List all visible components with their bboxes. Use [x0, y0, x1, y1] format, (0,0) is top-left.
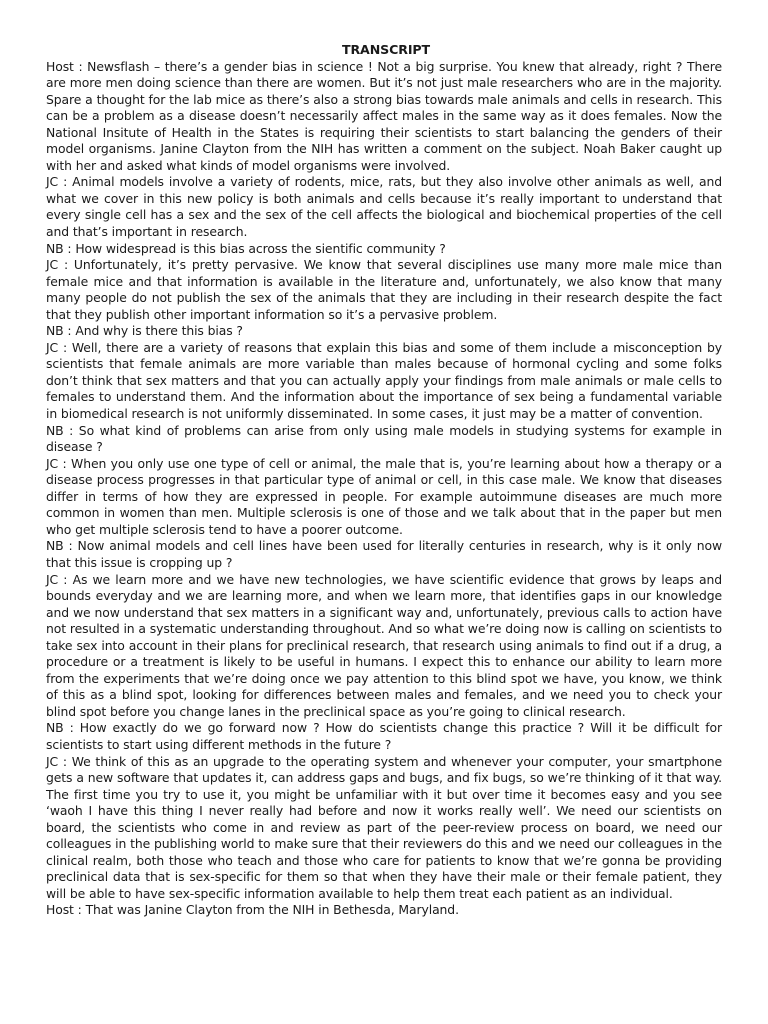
paragraph-host-intro: Host : Newsflash – there’s a gender bias in science ! Not a big surprise. You knew that already, right ? There are more men doing science than there are women. But it’s not just male researchers who are in the majority. Spare a thought for the lab mice as there’s also a strong bias towards male animals and cells in research. This can be a problem as a disease doesn’t necessarily affect males in the same way as it does females. Now the National Insitute of Health in the States is requiring their scientists to start balancing the genders of their model organisms. Janine Clayton from the NIH has written a comment on the subject. Noah Baker caught up with her and asked what kinds of model organisms were involved.	[46, 58, 722, 173]
paragraph-nb-question-forward: NB : How exactly do we go forward now ? How do scientists change this practice ? Will it be difficult for scientists to start using different methods in the future ?	[46, 720, 722, 752]
paragraph-jc-upgrade: JC : We think of this as an upgrade to the operating system and whenever your computer, your smartphone gets a new software that updates it, can address gaps and bugs, and fix bugs, so we’re thinking of it that way. The first time you try to use it, you might be unfamiliar with it but over time it becomes easy and you see ‘waoh I have this thing I never really had before and now it works really well’. We need our scientists on board, the scientists who come in and review as part of the peer-review process on board, we need our colleagues in the publishing world to make sure that their reviewers do this and we need our colleagues in the clinical realm, both those who teach and those who care for patients to know that we’re gonna be providing preclinical data that is sex-specific for them so that when they have their male or their female patient, they will be able to have sex-specific information available to help them treat each patient as an individual.	[46, 753, 722, 901]
transcript-page	[46, 42, 722, 919]
paragraph-host-outro: Host : That was Janine Clayton from the NIH in Bethesda, Maryland.	[46, 902, 459, 918]
paragraph-nb-question-problems: NB : So what kind of problems can arise from only using male models in studying systems for example in disease ?	[46, 422, 722, 455]
paragraph-jc-pervasive: JC : Unfortunately, it’s pretty pervasive. We know that several disciplines use many more male mice than female mice and that information is available in the literature and, unfortunately, we also know that many many people do not publish the sex of the animals that they are including in their research despite the fact that they publish other important information so it’s a pervasive problem.	[46, 257, 722, 322]
paragraph-jc-new-technologies: JC : As we learn more and we have new technologies, we have scientific evidence that grows by leaps and bounds everyday and we are learning more, and when we learn more, that identifies gaps in our knowledge and we now understand that sex matters in a significant way and, unfortunately, previous calls to action have not resulted in a systematic understanding throughout. And so what we’re doing now is calling on scientists to take sex into account in their plans for preclinical research, that research using animals to find out if a drug, a procedure or a treatment is likely to be useful in humans. I expect this to enhance our ability to learn more from the experiments that we’re doing once we pay attention to this blind spot we have, you know, we think of this as a blind spot, looking for differences between males and females, and we need you to check your blind spot before you change lanes in the preclinical space as you’re going to clinical research.	[46, 571, 722, 719]
paragraph-jc-one-type: JC : When you only use one type of cell or animal, the male that is, you’re learning about how a therapy or a disease process progresses in that particular type of animal or cell, in this case male. We know that diseases differ in terms of how they are expressed in people. For example autoimmune diseases are much more common in women than men. Multiple sclerosis is one of those and we talk about that in the paper but men who get multiple sclerosis tend to have a poorer outcome.	[46, 455, 722, 537]
paragraph-nb-question-why: NB : And why is there this bias ?	[46, 323, 243, 339]
paragraph-nb-question-widespread: NB : How widespread is this bias across the sientific community ?	[46, 240, 446, 256]
paragraph-jc-reasons: JC : Well, there are a variety of reasons that explain this bias and some of them include a misconception by scientists that female animals are more variable than males because of hormonal cycling and some folks don’t think that sex matters and that you can actually apply your findings from male animals or male cells to females to understand them. And the information about the importance of sex being a fundamental variable in biomedical research is not uniformly disseminated. In some cases, it just may be a matter of convention.	[46, 339, 722, 422]
paragraph-jc-animal-models: JC : Animal models involve a variety of rodents, mice, rats, but they also involve other animals as well, and what we cover in this new policy is both animals and cells because it’s really important to understand that every single cell has a sex and the sex of the cell affects the biological and biochemical properties of the cell and that’s important in research.	[46, 174, 722, 240]
paragraph-nb-question-centuries: NB : Now animal models and cell lines have been used for literally centuries in research, why is it only now that this issue is cropping up ?	[46, 538, 722, 570]
document-title: TRANSCRIPT	[341, 42, 431, 57]
